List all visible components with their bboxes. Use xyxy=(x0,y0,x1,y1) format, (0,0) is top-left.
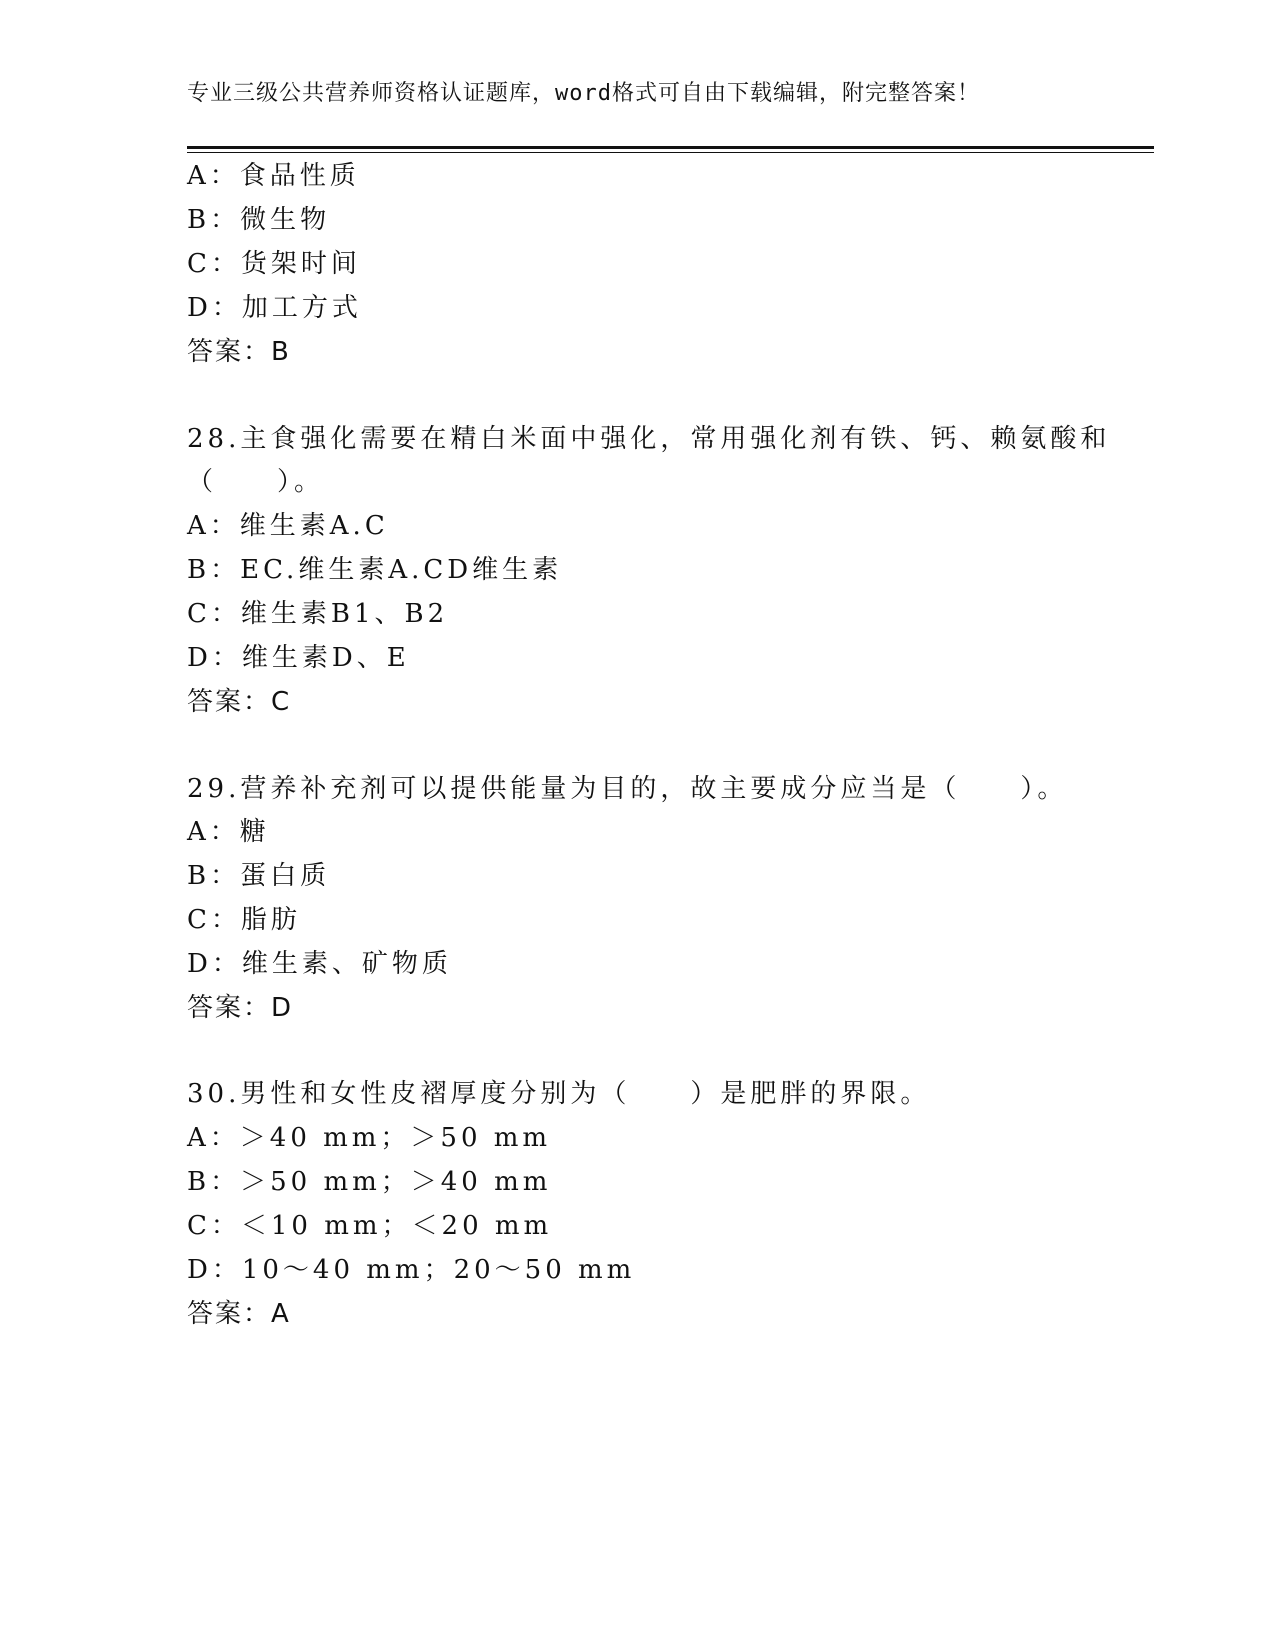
q27-option-c: C：货架时间 xyxy=(187,249,361,279)
q28-stem-line2: （ ）。 xyxy=(187,467,325,497)
header-rule-thick xyxy=(187,146,1154,149)
q29-stem: 29.营养补充剂可以提供能量为目的，故主要成分应当是（ ）。 xyxy=(187,774,1068,804)
q30-stem: 30.男性和女性皮褶厚度分别为（ ）是肥胖的界限。 xyxy=(187,1079,931,1109)
q28-option-a: A：维生素A.C xyxy=(187,511,389,541)
q28-option-d: D：维生素D、E xyxy=(187,643,410,673)
q30-option-d: D：10～40 mm；20～50 mm xyxy=(187,1255,636,1285)
q28-option-c: C：维生素B1、B2 xyxy=(187,599,449,629)
q29-option-b: B：蛋白质 xyxy=(187,861,331,891)
q30-option-a: A：＞40 mm；＞50 mm xyxy=(187,1123,552,1153)
q29-option-c: C：脂肪 xyxy=(187,905,301,935)
q30-option-c: C：＜10 mm；＜20 mm xyxy=(187,1211,553,1241)
q29-answer: 答案：D xyxy=(187,993,294,1023)
q30-option-b: B：＞50 mm；＞40 mm xyxy=(187,1167,552,1197)
q28-option-b: B：EC.维生素A.CD维生素 xyxy=(187,555,563,585)
document-header: 专业三级公共营养师资格认证题库，word格式可自由下载编辑，附完整答案！ xyxy=(187,81,980,106)
q28-answer: 答案：C xyxy=(187,687,292,717)
q29-option-a: A：糖 xyxy=(187,817,270,847)
q27-option-d: D：加工方式 xyxy=(187,293,362,323)
q27-option-b: B：微生物 xyxy=(187,205,331,235)
header-rule-thin xyxy=(187,152,1154,153)
q29-option-d: D：维生素、矿物质 xyxy=(187,949,452,979)
q28-stem-line1: 28.主食强化需要在精白米面中强化，常用强化剂有铁、钙、赖氨酸和 xyxy=(187,424,1111,454)
q27-answer: 答案：B xyxy=(187,337,291,367)
q30-answer: 答案：A xyxy=(187,1299,291,1329)
q27-option-a: A：食品性质 xyxy=(187,161,360,191)
